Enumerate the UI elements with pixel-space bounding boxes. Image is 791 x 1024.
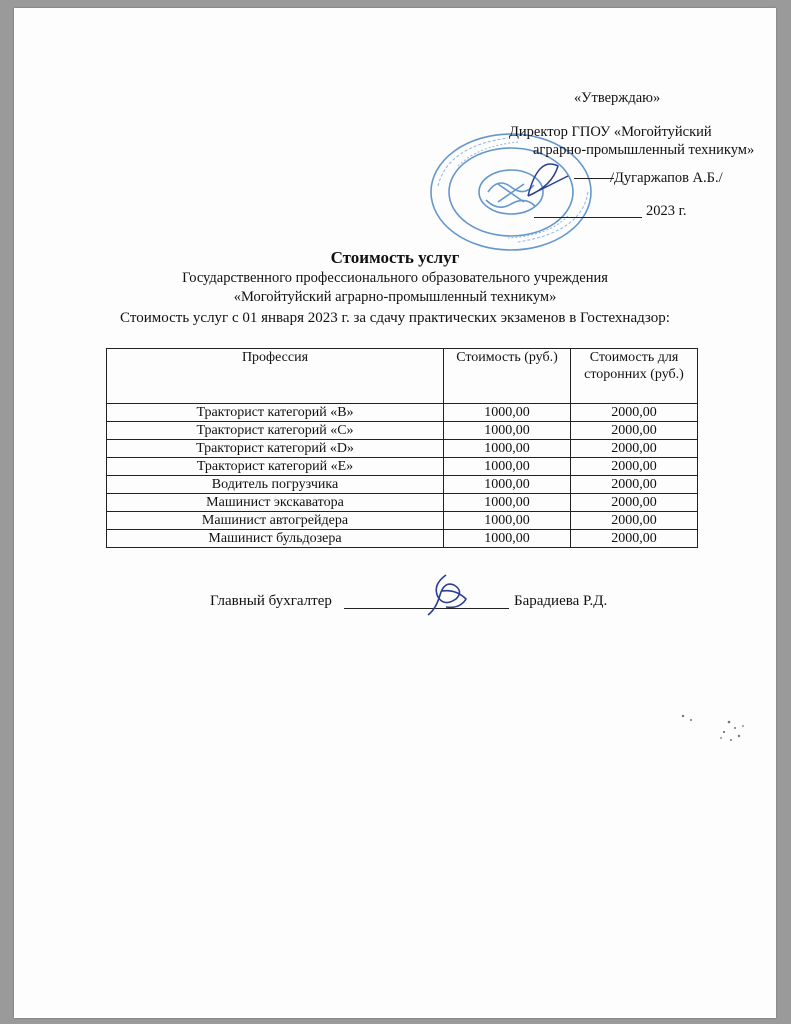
profession-cell: Тракторист категорий «С» — [107, 422, 444, 440]
subtitle-line1: Государственного профессионального образовательного учреждения — [182, 270, 608, 286]
profession-cell: Тракторист категорий «D» — [107, 440, 444, 458]
document-page — [14, 8, 776, 1018]
cost-cell: 1000,00 — [444, 458, 571, 476]
subtitle-line2: «Могойтуйский аграрно-промышленный техникум» — [233, 289, 557, 305]
table-row — [107, 440, 698, 458]
header-profession: Профессия — [107, 349, 444, 404]
cost-external-cell: 2000,00 — [571, 494, 698, 512]
table-row — [107, 422, 698, 440]
profession-cell: Тракторист категорий «В» — [107, 404, 444, 422]
cost-cell: 1000,00 — [444, 440, 571, 458]
intro-text: Стоимость услуг с 01 января 2023 г. за сдачу практических экзаменов в Гостехнадзор: — [120, 310, 670, 326]
accountant-signature — [424, 571, 474, 621]
cost-external-cell: 2000,00 — [571, 404, 698, 422]
cost-external-cell: 2000,00 — [571, 512, 698, 530]
date-line — [534, 217, 642, 218]
header-cost-external: Стоимость для сторонних (руб.) — [571, 349, 698, 404]
profession-cell: Машинист автогрейдера — [107, 512, 444, 530]
cost-external-cell: 2000,00 — [571, 476, 698, 494]
table-row — [107, 512, 698, 530]
director-title-line2: аграрно-промышленный техникум» — [533, 142, 755, 158]
cost-cell: 1000,00 — [444, 422, 571, 440]
profession-cell: Водитель погрузчика — [107, 476, 444, 494]
ink-marks-decoration — [669, 708, 759, 758]
document-title: Стоимость услуг — [330, 248, 460, 267]
table-row — [107, 476, 698, 494]
cost-external-cell: 2000,00 — [571, 422, 698, 440]
director-signature-line — [574, 178, 614, 179]
table-row — [107, 494, 698, 512]
table-row — [107, 458, 698, 476]
cost-cell: 1000,00 — [444, 512, 571, 530]
cost-cell: 1000,00 — [444, 476, 571, 494]
cost-cell: 1000,00 — [444, 530, 571, 548]
header-cost: Стоимость (руб.) — [444, 349, 571, 404]
table-row — [107, 404, 698, 422]
director-title-line1: Директор ГПОУ «Могойтуйский — [509, 124, 712, 140]
accountant-label: Главный бухгалтер — [210, 593, 332, 609]
cost-external-cell: 2000,00 — [571, 458, 698, 476]
table-header-row — [107, 349, 698, 404]
cost-cell: 1000,00 — [444, 404, 571, 422]
accountant-name: Барадиева Р.Д. — [514, 593, 608, 609]
profession-cell: Машинист экскаватора — [107, 494, 444, 512]
profession-cell: Тракторист категорий «Е» — [107, 458, 444, 476]
cost-external-cell: 2000,00 — [571, 440, 698, 458]
profession-cell: Машинист бульдозера — [107, 530, 444, 548]
cost-cell: 1000,00 — [444, 494, 571, 512]
table-row — [107, 530, 698, 548]
date-year: 2023 г. — [646, 203, 687, 219]
director-name: /Дугаржапов А.Б./ — [610, 170, 723, 186]
cost-external-cell: 2000,00 — [571, 530, 698, 548]
approve-label: «Утверждаю» — [574, 90, 661, 106]
price-table — [106, 348, 698, 548]
